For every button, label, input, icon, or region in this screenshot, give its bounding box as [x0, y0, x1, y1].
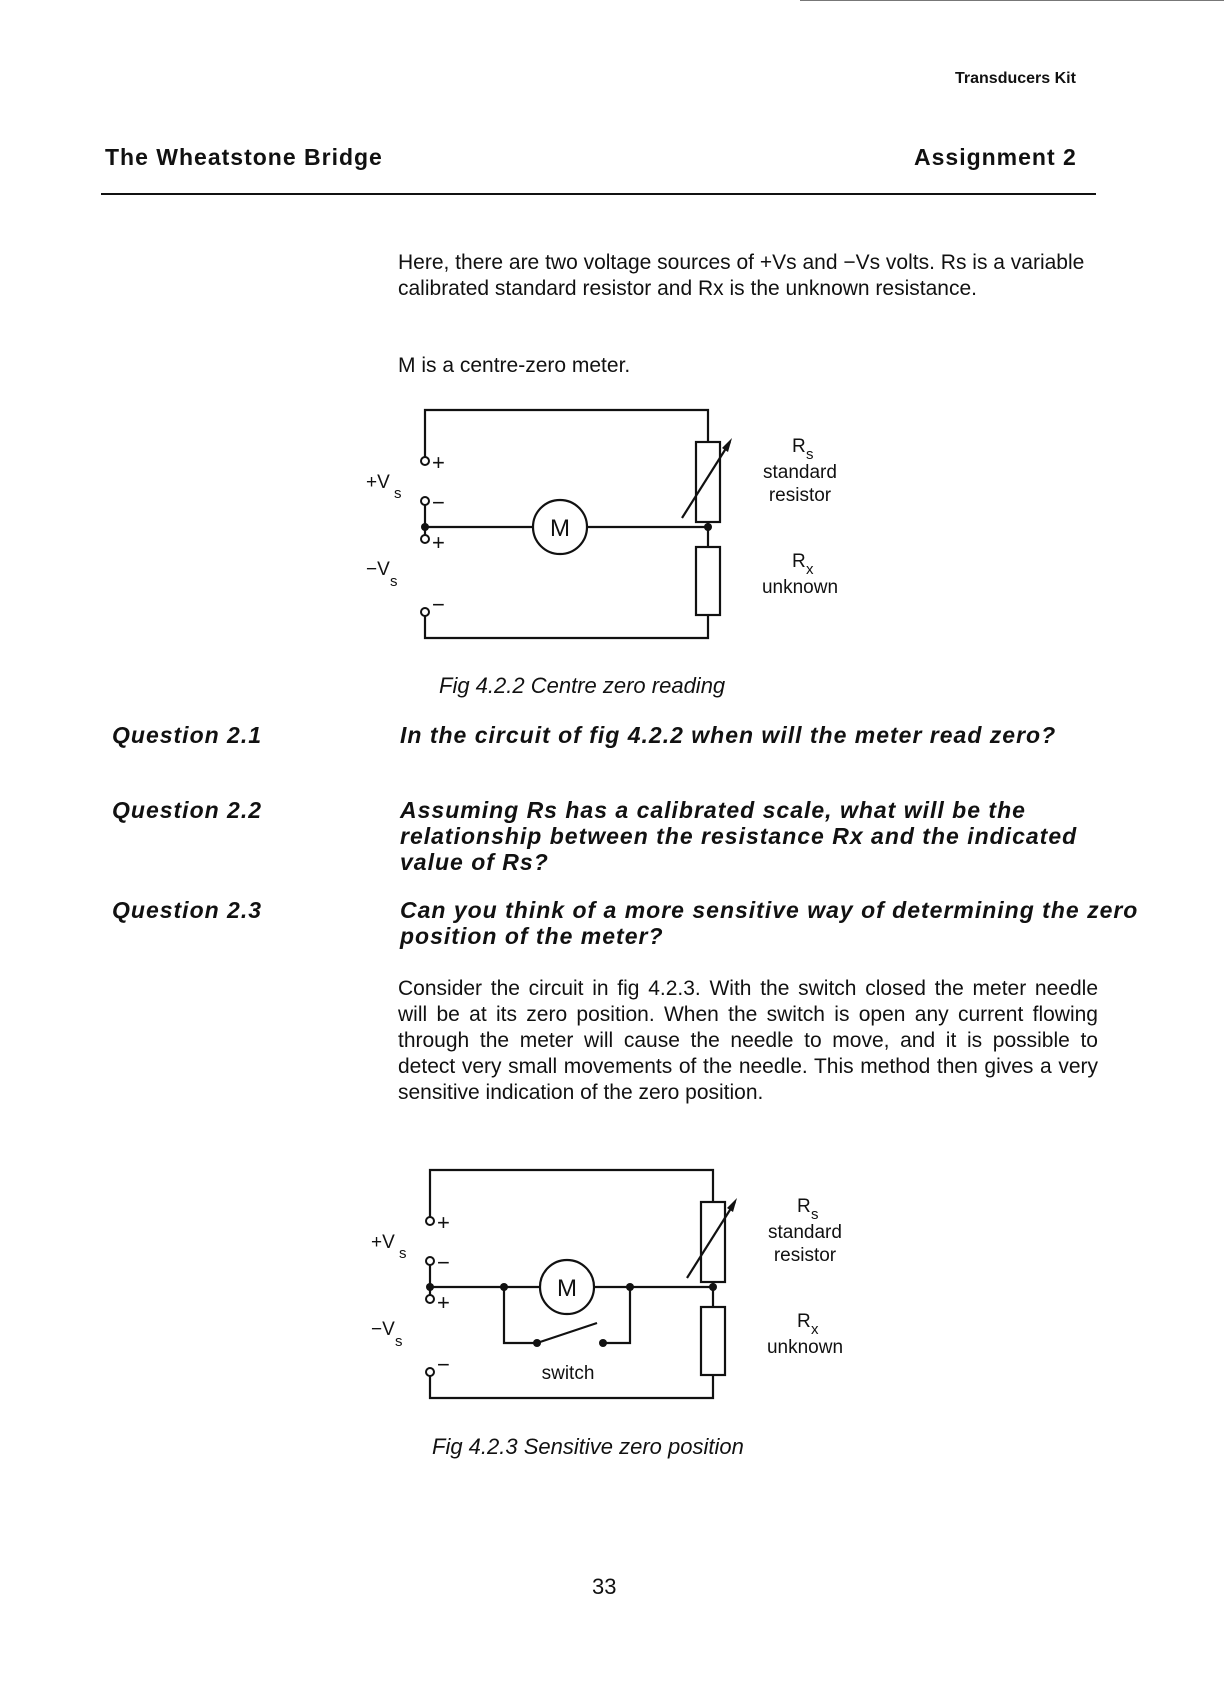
vs-pos-plus-terminal [426, 1217, 434, 1225]
assignment-label: Assignment 2 [914, 144, 1077, 170]
plus-sign: + [437, 1210, 450, 1235]
unknown-label: unknown [766, 1337, 844, 1358]
rx-label: R [797, 1311, 811, 1332]
resistor-label: resistor [768, 485, 832, 506]
vs-negative-label: −V [371, 1319, 395, 1340]
standard-label: standard [763, 462, 837, 483]
vs-neg-plus-terminal [426, 1295, 434, 1303]
switch-contact [599, 1339, 607, 1347]
meter-label: M [557, 1275, 577, 1302]
plus-sign: + [437, 1290, 450, 1315]
section-title: The Wheatstone Bridge [105, 144, 383, 170]
subscript-s: s [394, 485, 402, 502]
rs-arrow-head [722, 438, 732, 452]
switch-label: switch [541, 1363, 595, 1384]
top-edge-line [800, 0, 1224, 1]
minus-sign: − [437, 1352, 450, 1377]
minus-sign: − [432, 490, 445, 515]
vs-pos-plus-terminal [421, 457, 429, 465]
minus-sign: − [437, 1250, 450, 1275]
vs-pos-minus-terminal [421, 497, 429, 505]
switch-blade [537, 1323, 597, 1343]
rs-resistor [696, 442, 720, 522]
plus-sign: + [432, 450, 445, 475]
minus-sign: − [432, 592, 445, 617]
subscript-x: x [811, 1321, 819, 1338]
vs-positive-label: +V [366, 472, 390, 493]
switch-branch-left [504, 1287, 537, 1343]
rx-resistor [696, 547, 720, 615]
header-rule [101, 193, 1096, 195]
subscript-s: s [811, 1206, 819, 1223]
question-label: Question 2.2 [112, 797, 263, 823]
resistor-label: resistor [773, 1245, 837, 1266]
figure-4-2-2-caption: Fig 4.2.2 Centre zero reading [439, 673, 726, 698]
subscript-s: s [395, 1333, 403, 1350]
top-wire [425, 410, 708, 457]
standard-label: standard [768, 1222, 842, 1243]
plus-sign: + [432, 530, 445, 555]
rs-label: R [792, 436, 806, 457]
question-text: In the circuit of fig 4.2.2 when will the meter read zero? [400, 722, 1057, 748]
meter-description: M is a centre-zero meter. [398, 354, 631, 377]
vs-neg-plus-terminal [421, 535, 429, 543]
top-wire [430, 1170, 713, 1217]
kit-name: Transducers Kit [955, 70, 1076, 87]
vs-positive-label: +V [371, 1232, 395, 1253]
question-label: Question 2.3 [112, 897, 263, 923]
unknown-label: unknown [761, 577, 839, 598]
vs-neg-minus-terminal [421, 608, 429, 616]
intro-paragraph: Here, there are two voltage sources of +Vs and −Vs volts. Rs is a variable calibrated standard resistor and Rx is the unknown resistance. [398, 251, 1085, 300]
question-text: Assuming Rs has a calibrated scale, what will be the relationship between the resistance Rx and the indicated value of Rs? [400, 797, 1078, 875]
vs-pos-minus-terminal [426, 1257, 434, 1265]
subscript-s: s [806, 446, 814, 463]
rx-label: R [792, 551, 806, 572]
figure-4-2-3-diagram [365, 1165, 885, 1415]
meter-label: M [550, 515, 570, 542]
subscript-s: s [390, 573, 398, 590]
rs-resistor [701, 1202, 725, 1282]
subscript-s: s [399, 1245, 407, 1262]
figure-4-2-3-caption: Fig 4.2.3 Sensitive zero position [432, 1434, 744, 1459]
explanation-paragraph: Consider the circuit in fig 4.2.3. With the switch closed the meter needle will be at its zero position. When the switch is open any current flowing through the meter will cause the needle to move, and it is possible to detect very small movements of the needle. This method then gives a very sensitive indication of the zero position. [398, 977, 1098, 1104]
switch-branch-right [603, 1287, 630, 1343]
vs-negative-label: −V [366, 559, 390, 580]
switch-contact [533, 1339, 541, 1347]
figure-4-2-2-diagram [360, 400, 880, 650]
rx-resistor [701, 1307, 725, 1375]
subscript-x: x [806, 561, 814, 578]
question-label: Question 2.1 [112, 722, 263, 748]
rs-label: R [797, 1196, 811, 1217]
page-number: 33 [592, 1574, 617, 1599]
vs-neg-minus-terminal [426, 1368, 434, 1376]
rs-arrow-head [727, 1198, 737, 1212]
question-text: Can you think of a more sensitive way of determining the zero position of the meter? [400, 897, 1139, 949]
